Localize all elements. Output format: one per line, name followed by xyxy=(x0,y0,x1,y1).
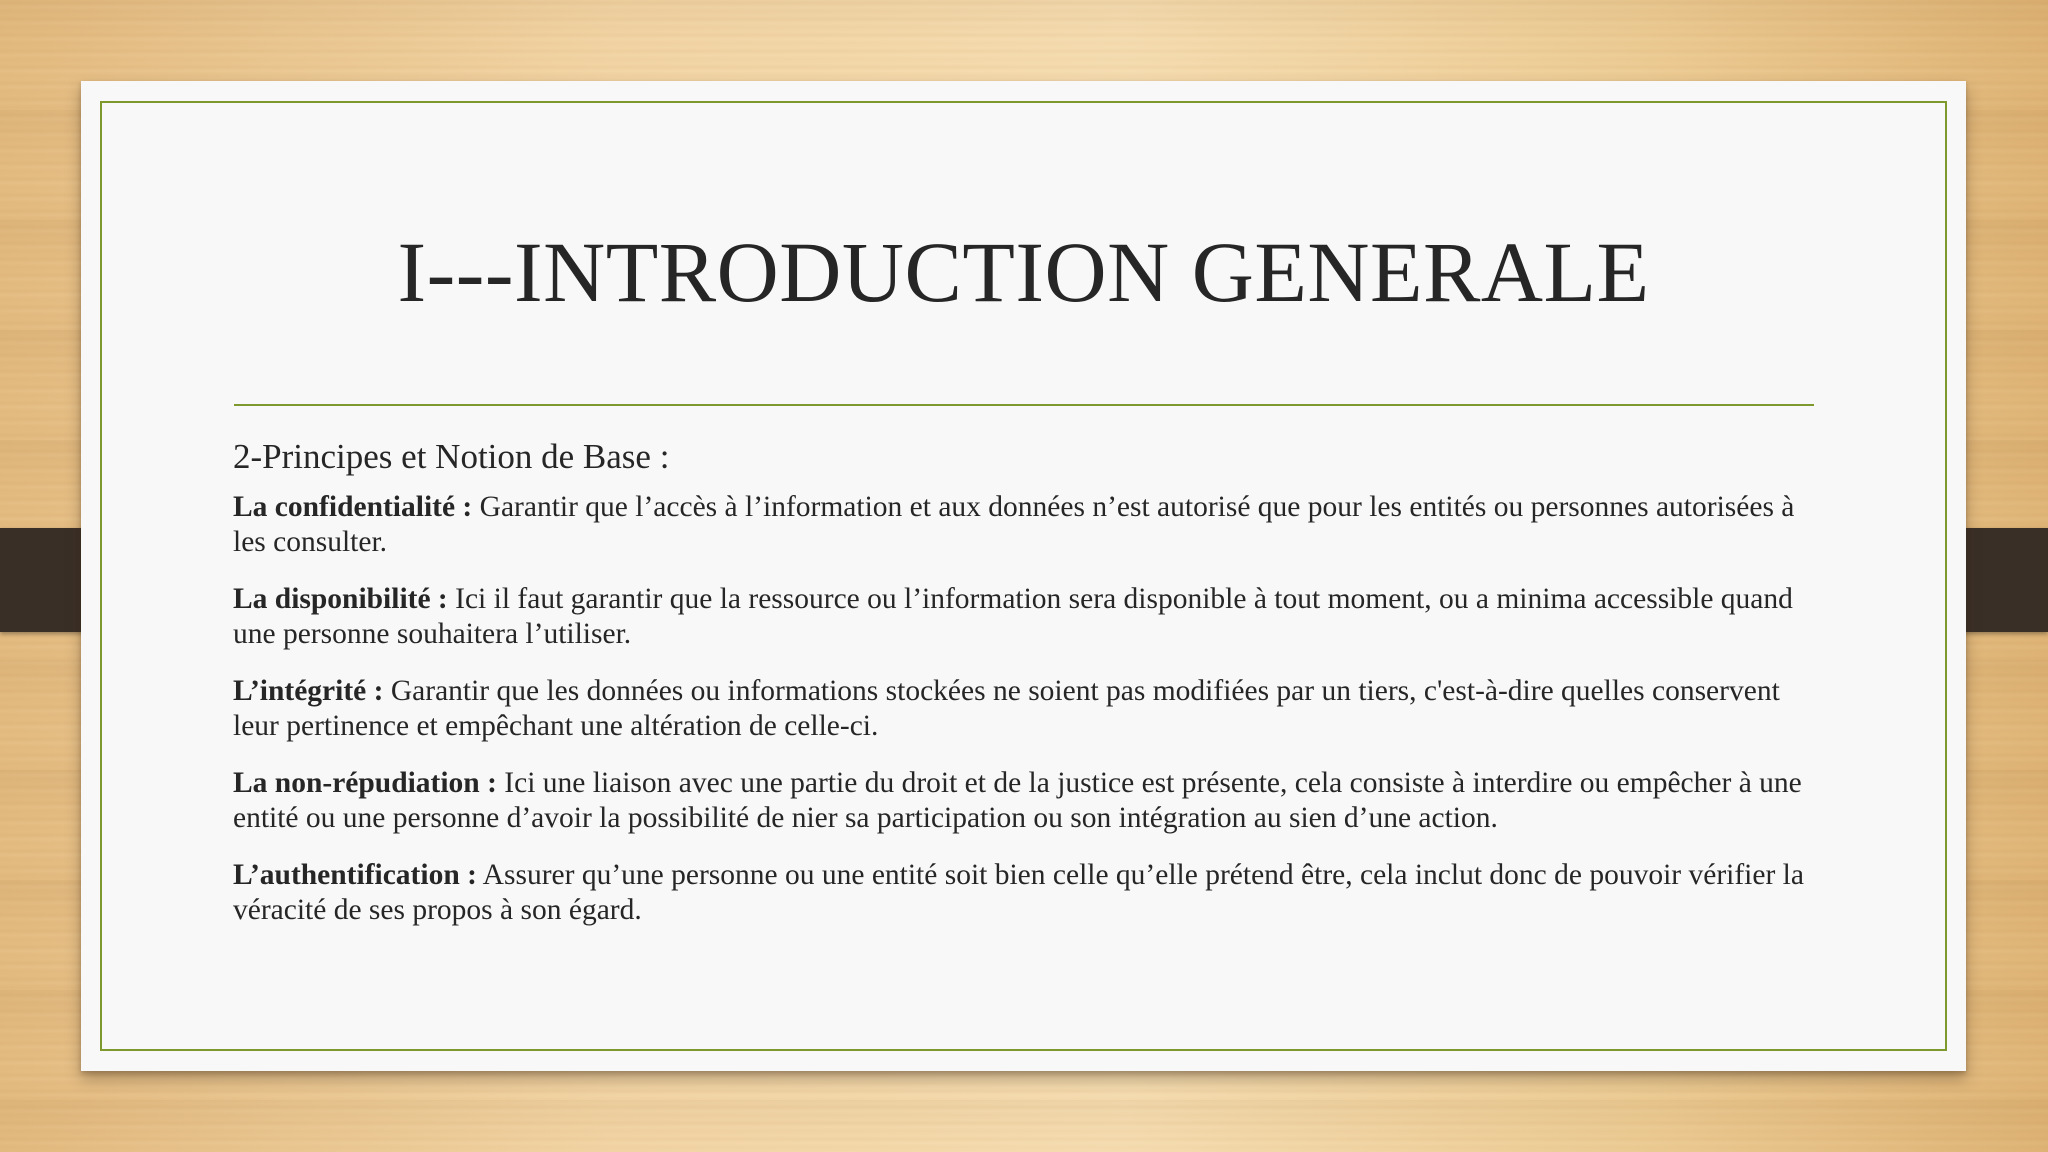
slide-card xyxy=(81,81,1966,1071)
slide-title: I---INTRODUCTION GENERALE xyxy=(397,224,1650,320)
title-divider xyxy=(234,404,1814,406)
principle-text: Ici il faut garantir que la ressource ou l’information sera disponible à tout moment, ou a minima accessible quand une personne souhaitera l’utiliser. xyxy=(233,583,1793,650)
section-subtitle: 2-Principes et Notion de Base : xyxy=(233,437,670,476)
principle-confidentiality xyxy=(233,490,1818,559)
principle-availability xyxy=(233,582,1818,651)
principle-integrity xyxy=(233,674,1818,743)
principle-text: Ici une liaison avec une partie du droit et de la justice est présente, cela consiste à interdire ou empêcher à une entité ou une personne d’avoir la possibilité de nier sa participation ou son intégration au sien d’une action. xyxy=(233,767,1802,834)
principle-text: Assurer qu’une personne ou une entité soit bien celle qu’elle prétend être, cela inclut donc de pouvoir vérifier la véracité de ses propos à son égard. xyxy=(233,859,1804,926)
principle-non-repudiation xyxy=(233,766,1818,835)
principle-term: La non-répudiation : xyxy=(233,767,497,799)
slide-content xyxy=(233,436,1818,950)
principle-text: Garantir que l’accès à l’information et aux données n’est autorisé que pour les entités ou personnes autorisées à les consulter. xyxy=(233,491,1795,558)
principle-term: L’intégrité : xyxy=(233,675,384,707)
principle-term: L’authentification : xyxy=(233,859,477,891)
principle-text: Garantir que les données ou informations stockées ne soient pas modifiées par un tiers, c'est-à-dire quelles conservent leur pertinence et empêchant une altération de celle-ci. xyxy=(233,675,1780,742)
principle-authentication xyxy=(233,858,1818,927)
principle-term: La confidentialité : xyxy=(233,491,473,523)
principle-term: La disponibilité : xyxy=(233,583,448,615)
